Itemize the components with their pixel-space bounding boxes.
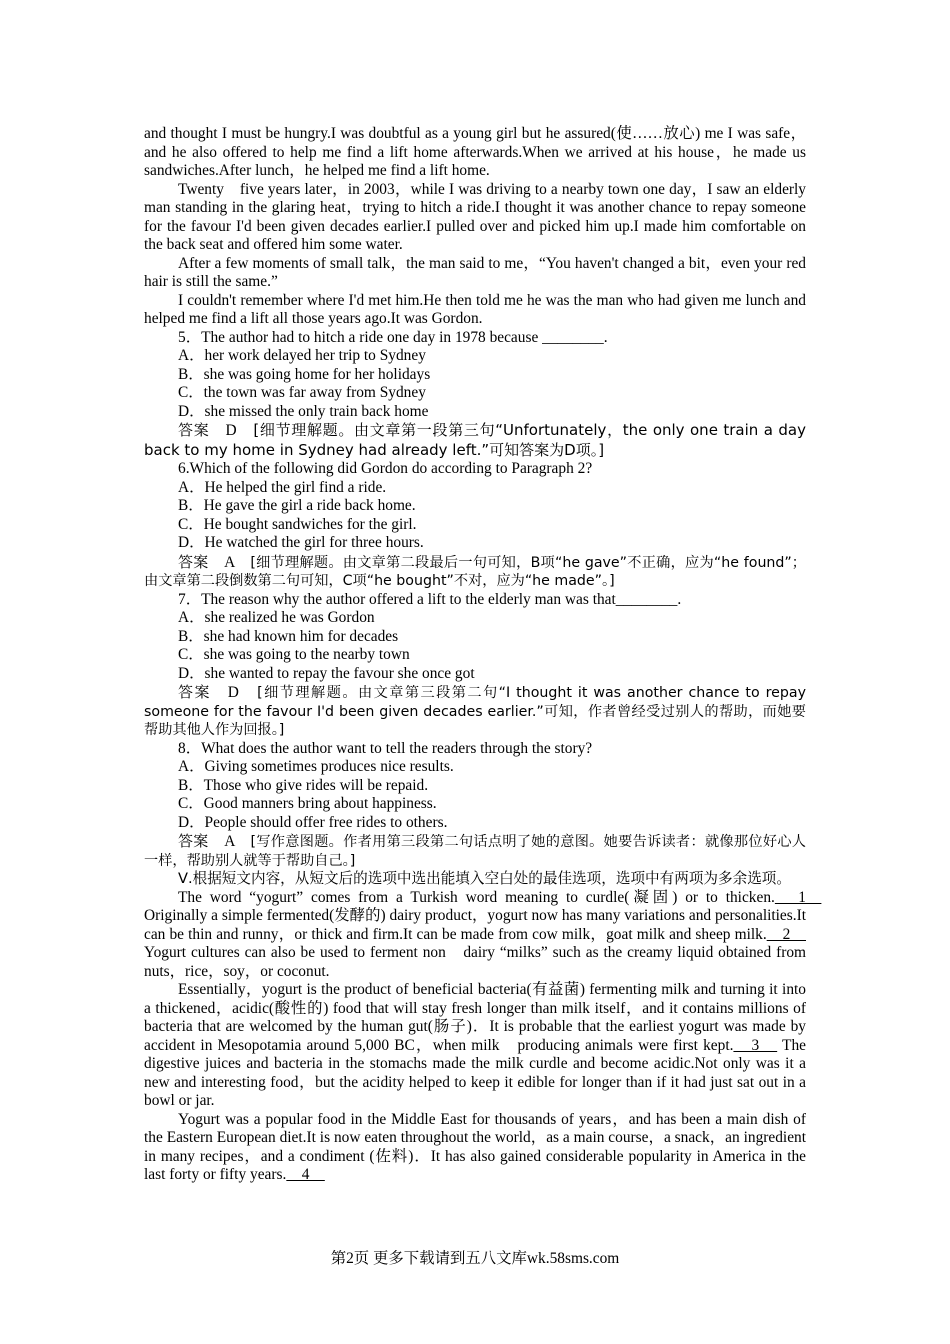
answer-label: 答案 bbox=[178, 421, 210, 439]
cloze-text: Essentially，yogurt is the product of beneficial bacteria(有益菌) fermenting milk and turning it into a thickened，acidic(酸性的) food that will stay fresh longer than milk itself，and it contains millions of bacteria that are welcomed by the human gut(肠子)．It is probable that the earliest yogurt was made by accident in Mesopotamia around 5,000 BC，when milk producing animals were first kept. bbox=[144, 981, 806, 1054]
answer-label: 答案 bbox=[178, 832, 209, 850]
blank-2: 2 bbox=[766, 925, 806, 943]
cloze-text: Yogurt cultures can also be used to ferment non dairy “milks” such as the creamy liquid obtained from nuts，rice，soy，or coconut. bbox=[144, 944, 806, 980]
answer-letter: A bbox=[224, 833, 235, 850]
question-6-stem: 6.Which of the following did Gordon do according to Paragraph 2? bbox=[178, 460, 593, 477]
cloze-paragraph bbox=[144, 981, 806, 1111]
answer-label: 答案 bbox=[178, 552, 209, 571]
question-6-answer bbox=[144, 553, 806, 591]
question-8-option-a: A．Giving sometimes produces nice results. bbox=[178, 758, 454, 775]
cloze-text: Originally a simple fermented(发酵的) dairy product，yogurt now has many variations and personalities.It can be thin and runny，or thick and firm.It can be made from cow milk，goat milk and sheep milk. bbox=[144, 907, 806, 943]
section-heading: Ⅴ.根据短文内容，从短文后的选项中选出能填入空白处的最佳选项，选项中有两项为多余选项。 bbox=[178, 870, 791, 887]
question-6-option-d: D．He watched the girl for three hours. bbox=[178, 534, 424, 551]
cloze-paragraph bbox=[144, 1111, 806, 1185]
question-7-answer bbox=[144, 683, 806, 740]
passage-paragraph: I couldn't remember where I'd met him.He then told me he was the man who had given me lunch and helped me find a lift all those years ago.It was Gordon. bbox=[144, 291, 806, 327]
passage-paragraph: After a few moments of small talk，the man said to me，“You haven't changed a bit，even your red hair is still the same.” bbox=[144, 254, 806, 290]
question-7-option-a: A．she realized he was Gordon bbox=[178, 609, 375, 626]
answer-letter: D bbox=[227, 684, 239, 701]
question-5-answer bbox=[144, 421, 806, 460]
question-8-stem: 8．What does the author want to tell the readers through the story? bbox=[178, 739, 593, 757]
question-8-option-c: C．Good manners bring about happiness. bbox=[178, 795, 437, 812]
question-5-option-a: A．her work delayed her trip to Sydney bbox=[178, 347, 426, 364]
page-footer: 第2页 更多下载请到五八文库wk.58sms.com bbox=[330, 1250, 620, 1267]
question-8-option-d: D．People should offer free rides to others. bbox=[178, 813, 448, 831]
question-7-option-b: B．she had known him for decades bbox=[178, 627, 399, 645]
question-7-stem: 7．The reason why the author offered a lift to the elderly man was that________. bbox=[178, 590, 682, 608]
question-5-option-c: C．the town was far away from Sydney bbox=[178, 384, 426, 401]
cloze-text: The digestive juices and bacteria in the stomachs made the milk curdle and become acidic.Not only was it a new and interesting food，but the acidity helped to keep it edible for longer than if it had just sat out in a bowl or jar. bbox=[144, 1036, 806, 1109]
blank-4: 4 bbox=[286, 1166, 325, 1183]
question-8-option-b: B．Those who give rides will be repaid. bbox=[178, 776, 429, 794]
passage-paragraph: and thought I must be hungry.I was doubtful as a young girl but he assured(使……放心) me I was safe， and he also offered to help me find a lift home afterwards.When we arrived at his house，he made us sandwiches.After lunch，he helped me find a lift home. bbox=[144, 125, 806, 179]
answer-letter: A bbox=[224, 553, 235, 571]
answer-explanation: [写作意图题。作者用第三段第二句话点明了她的意图。她要告诉读者：就像那位好心人一样，帮助别人就等于帮助自己。] bbox=[144, 834, 806, 869]
document-body bbox=[144, 125, 822, 1185]
question-7-option-c: C．she was going to the nearby town bbox=[178, 646, 410, 663]
question-5-option-b: B．she was going home for her holidays bbox=[178, 365, 431, 383]
cloze-text: Yogurt was a popular food in the Middle East for thousands of years，and has been a main dish of the Eastern European diet.It is now eaten throughout the world，as a main course，a snack，an ingredient in many recipes，and a condiment (佐料)．It has also gained considerable popularity in America in the last forty or fifty years. bbox=[144, 1110, 806, 1183]
question-5-option-d: D．she missed the only train back home bbox=[178, 402, 429, 420]
question-8-answer bbox=[144, 832, 806, 870]
question-5-stem: 5．The author had to hitch a ride one day in 1978 because ________. bbox=[178, 328, 608, 346]
passage-paragraph: Twenty five years later，in 2003，while I was driving to a nearby town one day，I saw an elderly man standing in the glaring heat，trying to hitch a ride.I thought it was another chance to repay someone for the favour I'd been given decades earlier.I pulled over and picked him up.I made him comfortable on the back seat and offered him some water. bbox=[144, 180, 806, 253]
answer-explanation: [细节理解题。由文章第三段第二句“I thought it was another chance to repay someone for the favour I'd been given decades earlier.”可知，作者曾经受过别人的帮助，而她要帮助其他人作为回报。] bbox=[144, 685, 806, 738]
answer-explanation: [细节理解题。由文章第二段最后一句可知，B项“he gave”不正确，应为“he found”；由文章第二段倒数第二句可知，C项“he bought”不对，应为“he made”。] bbox=[144, 554, 806, 589]
question-6-option-b: B．He gave the girl a ride back home. bbox=[178, 497, 416, 514]
blank-1: 1 bbox=[774, 888, 822, 906]
cloze-text: The word “yogurt” comes from a Turkish word meaning to curdle(凝固) or to thicken. bbox=[178, 888, 775, 906]
answer-letter: D bbox=[225, 422, 237, 439]
cloze-paragraph bbox=[144, 888, 822, 982]
blank-3: 3 bbox=[733, 1036, 778, 1054]
question-6-option-a: A．He helped the girl find a ride. bbox=[178, 478, 387, 496]
question-6-option-c: C．He bought sandwiches for the girl. bbox=[178, 515, 417, 533]
answer-explanation: [细节理解题。由文章第一段第三句“Unfortunately，the only one train a day back to my home in Sydney had already left.”可知答案为D项。] bbox=[144, 421, 806, 459]
answer-label: 答案 bbox=[178, 683, 211, 701]
question-7-option-d: D．she wanted to repay the favour she once got bbox=[178, 664, 475, 682]
